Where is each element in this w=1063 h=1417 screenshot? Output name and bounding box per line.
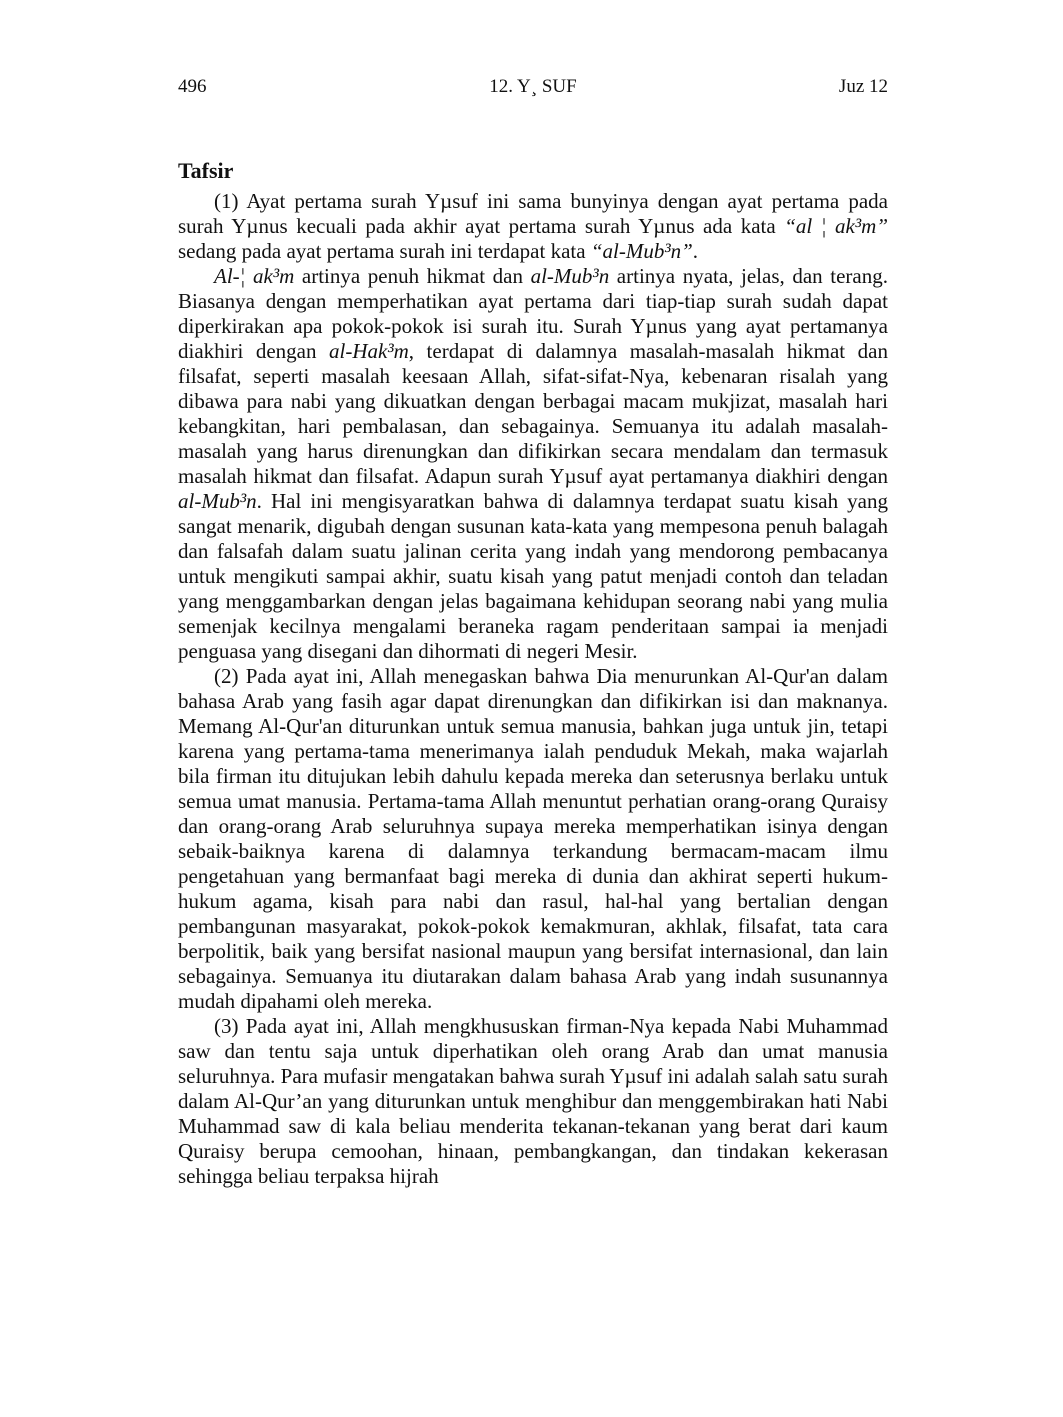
text-run: artinya penuh hikmat dan	[294, 264, 531, 288]
page-header	[178, 76, 888, 104]
text-run: (1) Ayat pertama surah Yµsuf ini sama bunyinya dengan ayat pertama pada surah Yµnus kecuali pada akhir ayat pertama surah Yµnus ada kata	[178, 189, 888, 238]
term-al-mubin-quoted: “al-Mub³n”	[590, 239, 693, 263]
surah-title: 12. Y¸ SUF	[489, 76, 577, 97]
text-run: artinya nyata, jelas, dan terang. Biasanya dengan memperhatikan ayat pertama dari tiap-tiap surah sudah dapat diperkirakan apa pokok-pokok isi surah itu. Surah Yµnus yang ayat pertamanya diakhiri dengan	[178, 264, 888, 363]
paragraph-ayat-1	[178, 189, 888, 264]
text-run: .	[692, 239, 699, 263]
page-body	[178, 157, 888, 1189]
section-title: Tafsir	[178, 158, 234, 183]
term-al-hakim: Al-¦ ak³m	[214, 264, 295, 288]
text-run: sedang pada ayat pertama surah ini terdapat kata	[178, 239, 591, 263]
page-number: 496	[178, 76, 207, 97]
paragraph-explanation	[178, 264, 888, 664]
term-al-mubin: al-Mub³n	[178, 489, 257, 513]
term-al-hakim-quoted: “al ¦ ak³m”	[784, 214, 888, 238]
paragraph-ayat-2: (2) Pada ayat ini, Allah menegaskan bahwa Dia menurunkan Al-Qur'an dalam bahasa Arab yang fasih agar dapat direnungkan dan difikirkan isi dan maknanya. Memang Al-Qur'an diturunkan untuk semua manusia, bahkan juga untuk jin, tetapi karena yang pertama-tama menerimanya ialah penduduk Mekah, maka wajarlah bila firman itu ditujukan lebih dahulu kepada mereka dan seterusnya berlaku untuk semua umat manusia. Pertama-tama Allah menuntut perhatian orang-orang Quraisy dan orang-orang Arab seluruhnya supaya mereka memperhatikan isinya dengan sebaik-baiknya karena di dalamnya terkandung bermacam-macam ilmu pengetahuan yang bermanfaat bagi mereka di dunia dan akhirat seperti hukum-hukum agama, kisah para nabi dan rasul, hal-hal yang bertalian dengan pembangunan masyarakat, pokok-pokok kemakmuran, akhlak, filsafat, tata cara berpolitik, baik yang bersifat nasional maupun yang bersifat internasional, dan lain sebagainya. Semuanya itu diutarakan dalam bahasa Arab yang indah susunannya mudah dipahami oleh mereka.	[178, 664, 888, 1013]
juz-label: Juz 12	[838, 76, 888, 97]
term-al-mubin: al-Mub³n	[530, 264, 610, 288]
term-al-hakim: al-Hak³m	[329, 339, 409, 363]
paragraph-ayat-3: (3) Pada ayat ini, Allah mengkhususkan firman-Nya kepada Nabi Muhammad saw dan tentu saja untuk diperhatikan oleh orang Arab dan umat manusia seluruhnya. Para mufasir mengatakan bahwa surah Yµsuf ini adalah salah satu surah dalam Al-Qur’an yang diturunkan untuk menghibur dan menggembirakan hati Nabi Muhammad saw di kala beliau menderita tekanan-tekanan yang berat dari kaum Quraisy berupa cemoohan, hinaan, pembangkangan, dan tindakan kekerasan sehingga beliau terpaksa hijrah	[178, 1014, 888, 1188]
text-run: , terdapat di dalamnya masalah-masalah hikmat dan filsafat, seperti masalah keesaan Allah, sifat-sifat-Nya, kebenaran risalah yang dibawa para nabi yang dikuatkan dengan berbagai macam mukjizat, masalah hari kebangkitan, hari pembalasan, dan sebagainya. Semuanya itu adalah masalah-masalah yang harus direnungkan dan difikirkan secara mendalam dan termasuk masalah hikmat dan filsafat. Adapun surah Yµsuf ayat pertamanya diakhiri dengan	[178, 339, 888, 488]
text-run: . Hal ini mengisyaratkan bahwa di dalamnya terdapat suatu kisah yang sangat menarik, digubah dengan susunan kata-kata yang mempesona penuh balagah dan falsafah dalam suatu jalinan cerita yang indah yang mendorong pembacanya untuk mengikuti sampai akhir, suatu kisah yang patut menjadi contoh dan teladan yang menggambarkan dengan jelas bagaimana kehidupan seorang nabi yang mulia semenjak kecilnya mengalami beraneka ragam penderitaan sampai ia menjadi penguasa yang disegani dan dihormati di negeri Mesir.	[178, 489, 888, 663]
